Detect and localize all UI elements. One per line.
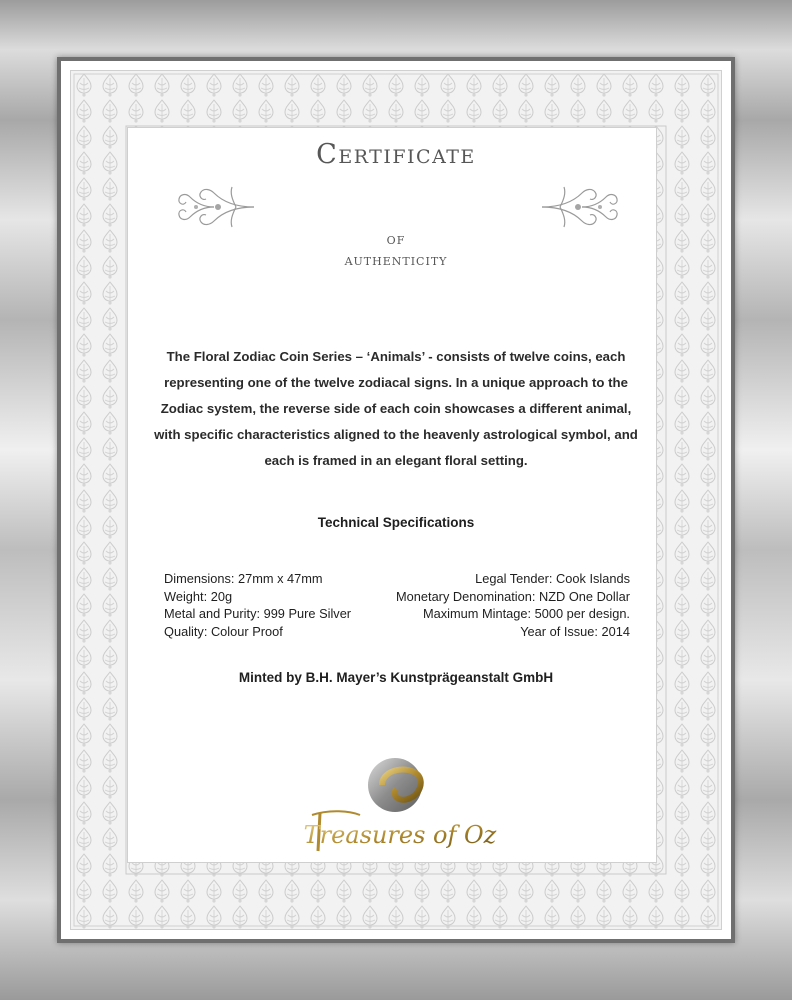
treasures-of-oz-logo	[300, 755, 500, 865]
spec-quality: Quality: Colour Proof	[164, 623, 283, 639]
spec-heading: Technical Specifications	[317, 515, 475, 530]
spec-metal-purity: Metal and Purity: 999 Pure Silver	[164, 606, 352, 621]
spec-denomination: Monetary Denomination: NZD One Dollar	[396, 588, 630, 604]
left-flourish-icon	[174, 183, 256, 231]
minted-by: Minted by B.H. Mayer’s Kunstprägeanstalt GmbH	[238, 670, 554, 685]
certificate-subtitle-authenticity: authenticity	[344, 251, 448, 269]
certificate-description: The Floral Zodiac Coin Series – ‘Animals’ - consists of twelve coins, each representing one of the twelve zodiacal signs. In a unique approach to the Zodiac system, the reverse side of each coin showcases a different animal, with specific characteristics aligned to the heavenly astrological symbol, and each is framed in an elegant floral setting.	[154, 349, 638, 468]
specs-left-column	[164, 570, 351, 640]
spec-dimensions: Dimensions: 27mm x 47mm	[164, 571, 323, 586]
spec-legal-tender: Legal Tender: Cook Islands	[475, 571, 630, 586]
spec-mintage: Maximum Mintage: 5000 per design.	[423, 606, 630, 621]
logo-wordmark: Treasures of Oz	[303, 821, 497, 849]
specs-right-column	[396, 570, 630, 640]
spec-weight: Weight: 20g	[164, 588, 233, 604]
right-flourish-icon	[540, 183, 622, 231]
spec-year: Year of Issue: 2014	[520, 623, 630, 639]
certificate-title: Certificate	[316, 139, 476, 170]
certificate-subtitle-of: of	[386, 230, 406, 248]
